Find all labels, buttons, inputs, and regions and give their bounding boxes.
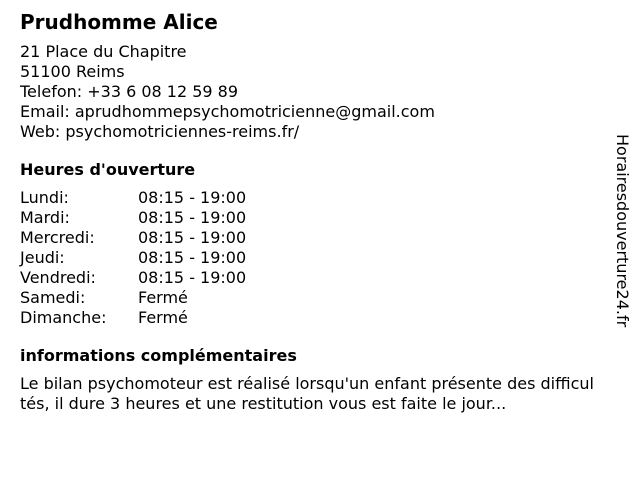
hours-table xyxy=(20,188,610,328)
hours-row-sunday xyxy=(20,308,610,328)
day-label: Mercredi: xyxy=(20,228,95,247)
address-line-1: 21 Place du Chapitre xyxy=(20,42,187,61)
hours-row-thursday xyxy=(20,248,610,268)
hours-title: Heures d'ouverture xyxy=(20,160,196,179)
day-hours: 08:15 - 19:00 xyxy=(138,268,247,287)
day-label: Jeudi: xyxy=(20,248,65,267)
hours-row-monday xyxy=(20,188,610,208)
day-hours: 08:15 - 19:00 xyxy=(138,228,247,247)
day-hours: 08:15 - 19:00 xyxy=(138,248,247,267)
hours-row-saturday xyxy=(20,288,610,308)
phone-line: Telefon: +33 6 08 12 59 89 xyxy=(20,82,239,101)
day-label: Dimanche: xyxy=(20,308,107,327)
address-line-2: 51100 Reims xyxy=(20,62,125,81)
business-card xyxy=(20,10,610,414)
day-hours: 08:15 - 19:00 xyxy=(138,208,247,227)
hours-row-tuesday xyxy=(20,208,610,228)
day-hours: 08:15 - 19:00 xyxy=(138,188,247,207)
web-line: Web: psychomotriciennes-reims.fr/ xyxy=(20,122,300,141)
business-name: Prudhomme Alice xyxy=(20,10,218,34)
watermark xyxy=(612,134,632,374)
info-description: Le bilan psychomoteur est réalisé lorsqu'un enfant présente des difficultés, il dure 3 heures et une restitution vous est faite le jour... xyxy=(20,374,594,413)
day-label: Mardi: xyxy=(20,208,70,227)
day-hours: Fermé xyxy=(138,288,188,307)
day-label: Samedi: xyxy=(20,288,86,307)
email-line: Email: aprudhommepsychomotricienne@gmail.com xyxy=(20,102,435,121)
hours-row-friday xyxy=(20,268,610,288)
hours-row-wednesday xyxy=(20,228,610,248)
watermark-text: Horairesdouverture24.fr xyxy=(613,134,632,328)
day-label: Lundi: xyxy=(20,188,69,207)
day-hours: Fermé xyxy=(138,308,188,327)
info-title: informations complémentaires xyxy=(20,346,297,365)
day-label: Vendredi: xyxy=(20,268,96,287)
